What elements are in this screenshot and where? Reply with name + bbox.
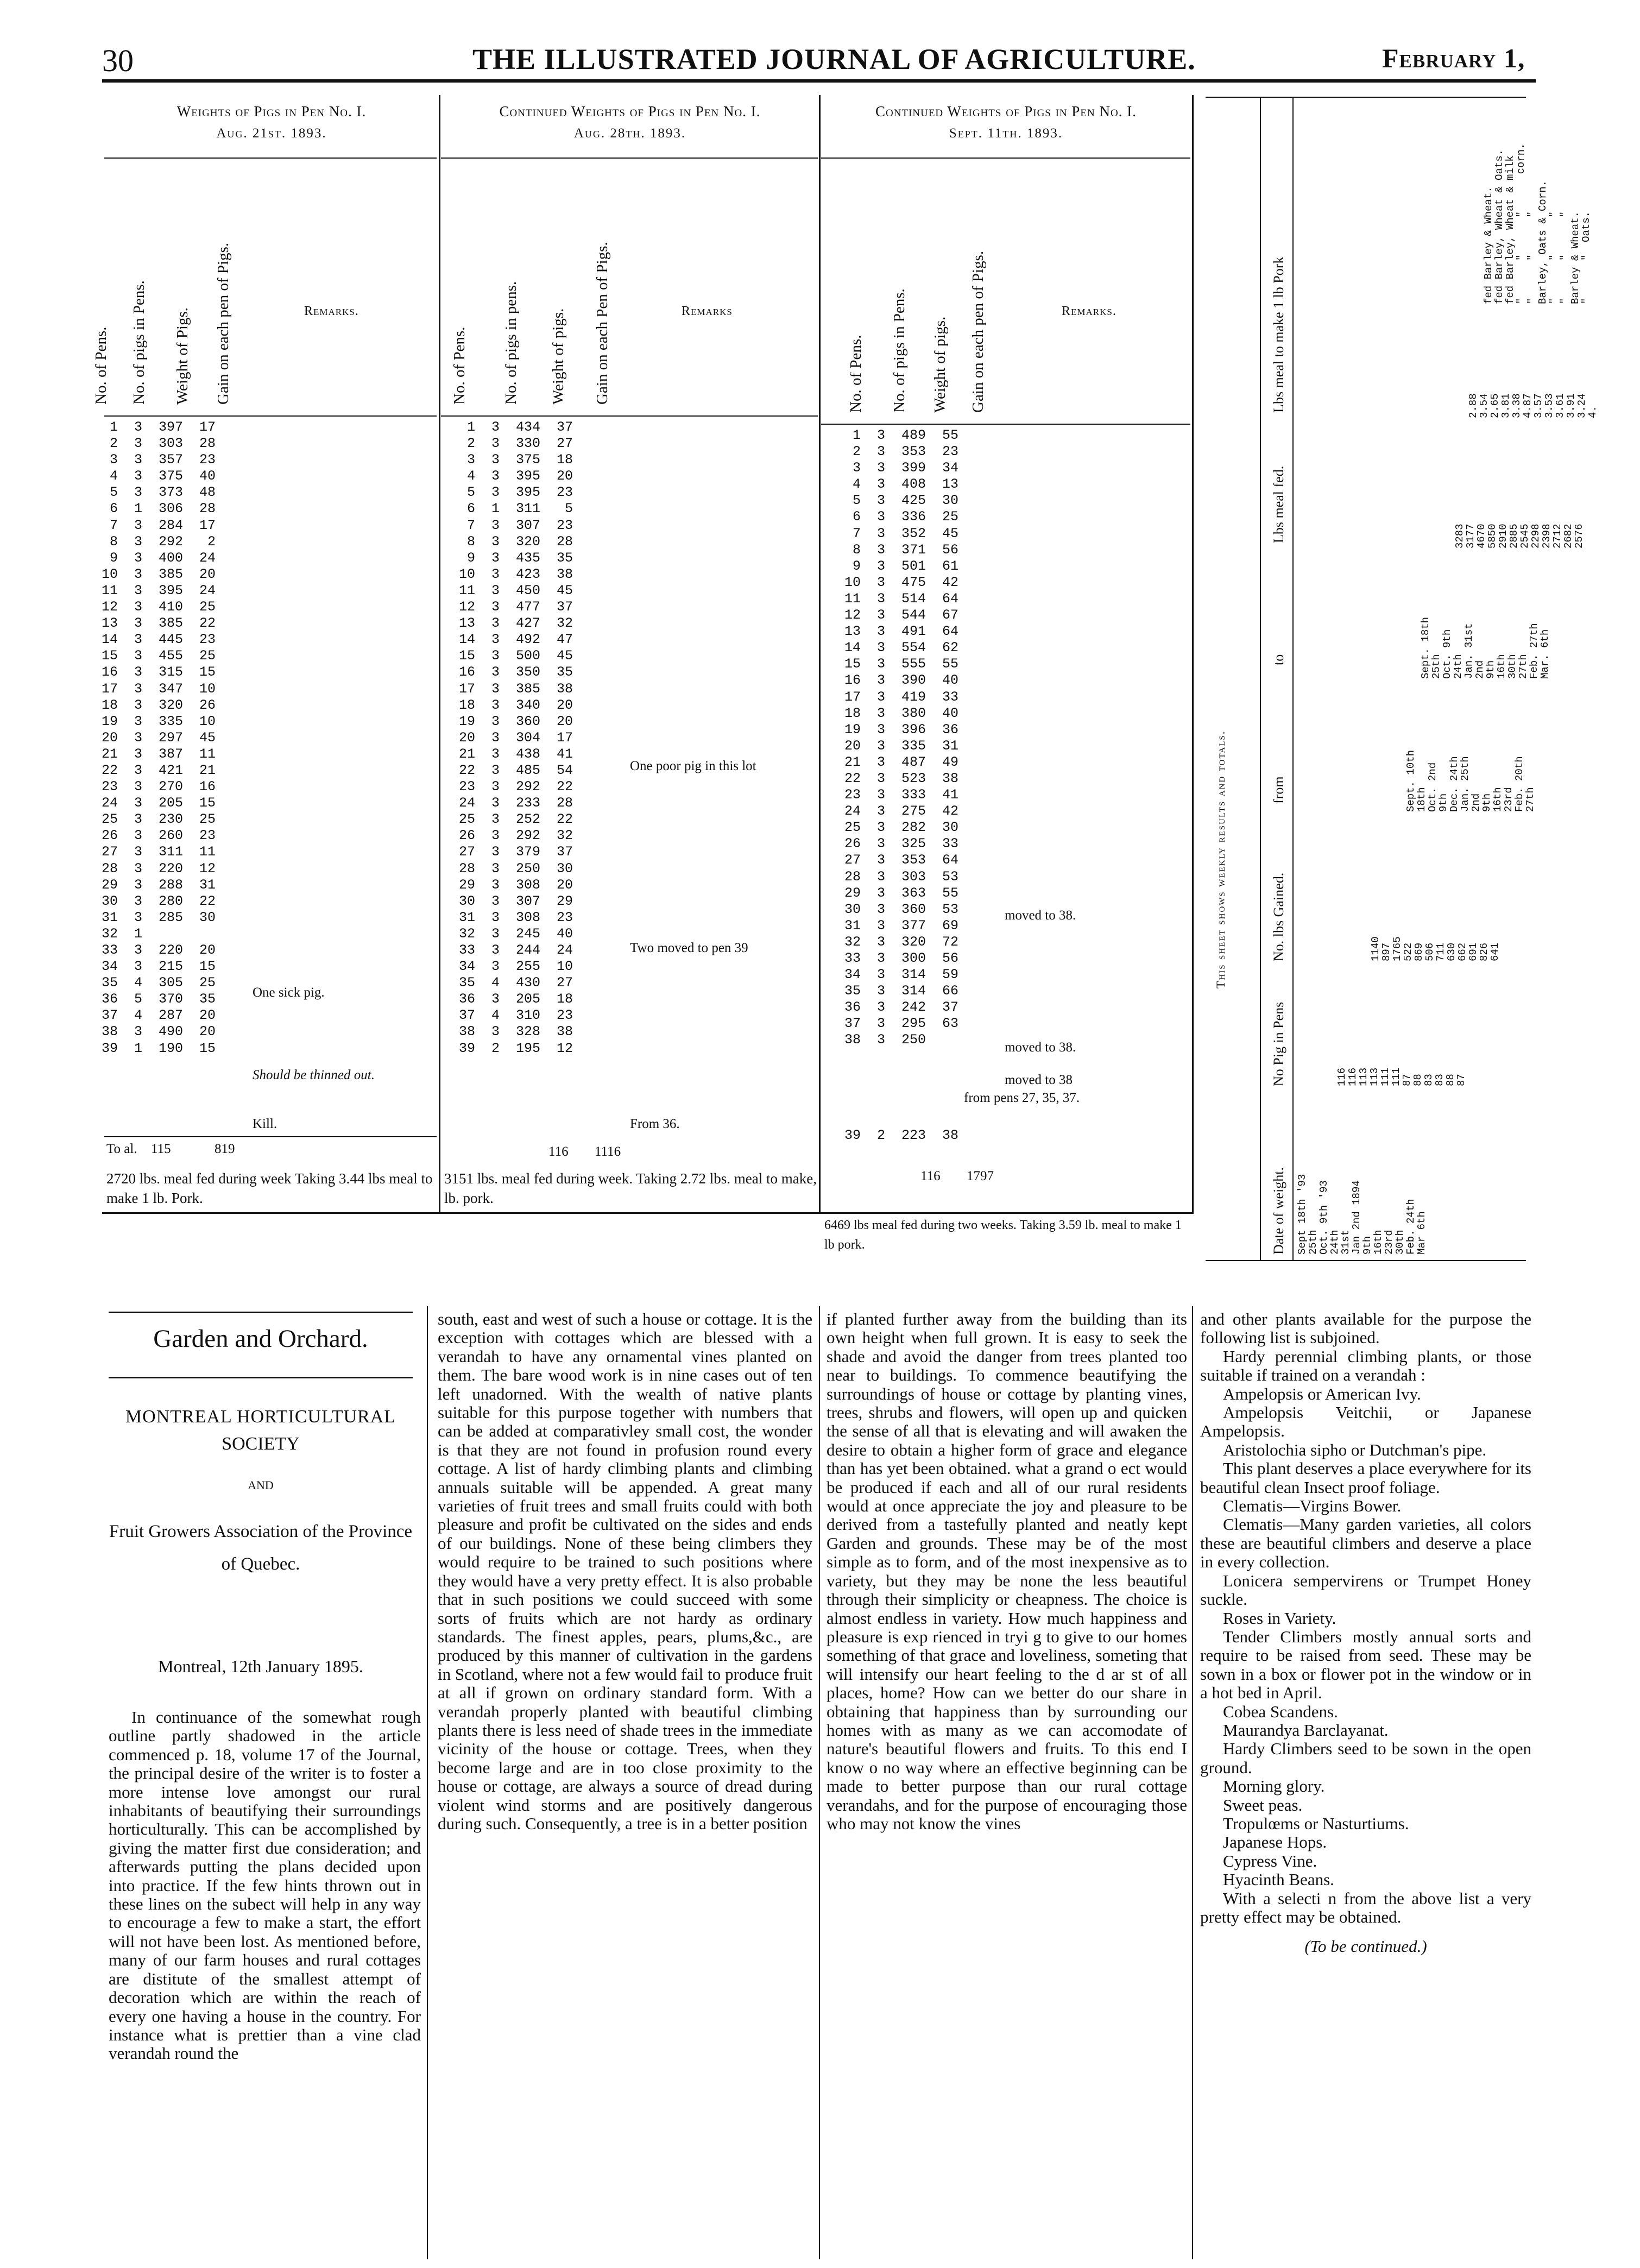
summary-cell: 2.88 xyxy=(1467,393,1479,418)
paragraph: and other plants available for the purpose the following list is subjoined. xyxy=(1200,1309,1531,1347)
summary-cell: 2298 xyxy=(1530,524,1542,549)
summary-cell: 83 xyxy=(1434,1074,1446,1086)
table-date: Aug. 21st. 1893. xyxy=(216,126,327,141)
summary-cell: 30th xyxy=(1506,654,1518,679)
plant-list-item: Clematis—Many garden varieties, all colors these are beautiful climbers and deserve a place in every collection. xyxy=(1200,1515,1531,1572)
summary-cell: 1765 xyxy=(1391,936,1403,961)
summary-cell: 3283 xyxy=(1454,524,1466,549)
summary-cell: 630 xyxy=(1446,942,1458,961)
summary-cell: Sept 18th '93 xyxy=(1296,1174,1308,1255)
table-footnote: 2720 lbs. meal fed during week Taking 3.44 lbs meal to make 1 lb. Pork. xyxy=(106,1170,433,1206)
summary-title: This sheet shows weekly results and totals. xyxy=(1214,730,1227,988)
summary-cell: 30th xyxy=(1394,1230,1406,1255)
summary-cell: 9th xyxy=(1481,793,1493,812)
summary-cell: 83 xyxy=(1423,1074,1435,1086)
to-be-continued: (To be continued.) xyxy=(1304,1937,1427,1956)
remark: One sick pig. xyxy=(253,985,325,1000)
plant-list-item: Morning glory. xyxy=(1223,1776,1325,1796)
table-header-rule xyxy=(821,424,1190,425)
plant-list-item: Cobea Scandens. xyxy=(1223,1702,1338,1721)
summary-cell: " " " xyxy=(1526,211,1538,304)
plant-list-item: With a selecti n from the above list a very pretty effect may be obtained. xyxy=(1200,1888,1531,1926)
summary-cell: Dec. 24th xyxy=(1448,756,1460,812)
summary-col-header: to xyxy=(1271,654,1286,665)
summary-cell: 88 xyxy=(1445,1074,1456,1086)
paragraph: south, east and west of such a house or cottage. It is the exception with cottages which are blessed with a verandah to have any ornamental vines planted on them. The bare wood work is in nine cases out of ten left unadorned. With the wealth of native plants suitable for this purpose together with numbers that can be added at comparativley small cost, the wonder is that they are not found in profusion round every cottage. A list of hardy climbing plants and climbing annuals suitable will be appended. A great many varieties of fruit trees and small fruits could with both pleasure and profit be cultivated on the sides and ends of our buildings. None of these being climbers they would require to be trained to such positions where they would have a very pretty effect. It is also probable that in such positions we could succeed with some sorts of fruits which are not hardy as ordinary standards. The finest apples, pears, plums,&c., are produced by this manner of cultivation in the gardens in Scotland, where not a few would fail to produce fruit at all if grown on ordinary standard form. With a verandah properly planted with beautiful climbing plants there is less need of shade trees in the immediate vicinity of the house or cottage. Trees, when they become large and are in too close proximity to the house or cottage, are always a source of dread during violent wind storms and are positively dangerous during such. Consequently, a tree is in a better position xyxy=(438,1309,812,1833)
column-header: Weight of Pigs. xyxy=(174,307,191,405)
column-header: Remarks. xyxy=(1062,304,1117,318)
summary-cell: 24th xyxy=(1452,654,1464,679)
summary-cell: 1140 xyxy=(1370,936,1382,961)
article-column-1 xyxy=(109,1708,421,2063)
column-header: No. of Pens. xyxy=(92,326,110,405)
summary-cell: 25th xyxy=(1307,1230,1319,1255)
table-last-row: 39 2 223 38 xyxy=(836,1127,959,1143)
paragraph: if planted further away from the building than its own height when full grown. It is easy to seek the shade and avoid the danger from trees planted too near to buildings. To commence beautifying the surroundings of house or cottage by planting vines, trees, shrubs and flowers, will open up and quicken the sense of all that is elevating and will awaken the desire to obtain a higher form of grace and elegance than has yet been obtained. what a grand o ect would be produced if each and all of our rural residents would at once appreciate the joy and pleasure to be derived from a tastefully planted and neatly kept Garden and grounds. These may be of the most simple as to form, and of the most inexpensive as to variety, but they may be none the less beautiful through their simplicity or cheapness. The choice is almost endless in variety. How much happiness and pleasure is exp rienced in tryi g to give to our homes something of that grace and loveliness, someting that will intensify our heart feeling to the d ar st of all places, home? How can we better do our share in obtaining that happiness than by surrounding our homes with as many as we can accomodate of nature's beautiful flowers and fruits. To this end I know o no way where an effective beginning can be made to better purpose than our rural cottage verandahs, and for the purpose of encouraging those who may not know the vines xyxy=(827,1309,1187,1833)
summary-cell: 111 xyxy=(1390,1067,1402,1086)
summary-cell: 25th xyxy=(1430,654,1442,679)
summary-frame xyxy=(1206,1260,1526,1261)
table-divider-1 xyxy=(439,95,440,1214)
summary-cell: 16th xyxy=(1492,787,1504,812)
masthead-rule xyxy=(102,79,1536,83)
summary-cell: 3.61 xyxy=(1554,393,1566,418)
totals-rule xyxy=(104,1136,437,1137)
summary-cell: 2682 xyxy=(1562,524,1574,549)
summary-cell: 88 xyxy=(1412,1074,1424,1086)
plant-list-item: Maurandya Barclayanat. xyxy=(1223,1720,1389,1740)
summary-cell: 116 xyxy=(1347,1067,1359,1086)
summary-cell: Oct. 2nd xyxy=(1427,762,1439,812)
summary-cell: 27th xyxy=(1524,787,1536,812)
column-header: Remarks xyxy=(682,304,733,318)
table-title: Continued Weights of Pigs in Pen No. I. xyxy=(499,103,761,119)
remark: moved to 38. xyxy=(1005,1040,1076,1055)
summary-cell: 5850 xyxy=(1486,524,1498,549)
remark: From 36. xyxy=(630,1117,680,1131)
plant-list-item: Tender Climbers mostly annual sorts and require to be raised from seed. These may be sown in a box or flower pot in the window or in a hot bed in April. xyxy=(1200,1627,1531,1703)
dateline: Montreal, 12th January 1895. xyxy=(158,1656,363,1676)
table-footnote: 6469 lbs meal fed during two weeks. Taking 3.59 lb. meal to make 1 lb pork. xyxy=(824,1218,1182,1252)
summary-cell: 113 xyxy=(1358,1067,1370,1086)
total-pigs: 116 xyxy=(920,1169,941,1183)
total-pigs: 115 xyxy=(151,1142,171,1156)
issue-date: February 1, xyxy=(1382,43,1525,73)
table-rows: 1 3 434 37 2 3 330 27 3 3 375 18 4 3 395 20 5 3 395 23 6 1 311 5 7 3 307 23 8 3 320 28 9 3 435 35 10 3 423 38 11 3 450 45 12 3 477 37 13 3 427 32 14 3 492 47 15 3 500 45 16 3 350 35 17 3 385 38 18 3 340 20 19 3 360 20 20 3 304 17 21 3 438 41 22 3 485 54 23 3 292 22 24 3 233 28 25 3 252 22 26 3 292 32 27 3 379 37 28 3 250 30 29 3 308 20 30 3 307 29 31 3 308 23 32 3 245 40 33 3 244 24 34 3 255 10 35 4 430 27 36 3 205 18 37 4 310 23 38 3 328 38 39 2 195 12 xyxy=(459,419,573,1056)
summary-cell: 16th xyxy=(1372,1230,1384,1255)
table-footnote: 3151 lbs. meal fed during week. Taking 2.72 lbs. meal to make, lb. pork. xyxy=(444,1170,817,1206)
summary-cell: 3.91 xyxy=(1565,393,1577,418)
page-number: 30 xyxy=(102,43,134,78)
summary-cell: 9th xyxy=(1361,1236,1373,1255)
summary-cell: 641 xyxy=(1489,942,1501,961)
plant-list-item: This plant deserves a place everywhere for its beautiful clean Insect proof foliage. xyxy=(1200,1459,1531,1497)
plant-list-item: Lonicera sempervirens or Trumpet Honey suckle. xyxy=(1200,1571,1531,1609)
table-title: Weights of Pigs in Pen No. I. xyxy=(176,103,367,119)
table-divider-3 xyxy=(1192,95,1194,1214)
summary-cell: 23rd xyxy=(1383,1230,1395,1255)
table-header-rule xyxy=(441,158,818,159)
summary-cell: 24th xyxy=(1329,1230,1341,1255)
summary-cell: fed Barley, Wheat & milk xyxy=(1504,155,1516,304)
column-rule xyxy=(819,1306,820,2259)
summary-frame xyxy=(1206,97,1526,98)
summary-cell: 4670 xyxy=(1475,524,1487,549)
society-name: MONTREAL HORTICULTURAL xyxy=(125,1407,396,1427)
summary-cell: 16th xyxy=(1496,654,1507,679)
and-text: AND xyxy=(248,1478,274,1492)
summary-cell: Jan 2nd 1894 xyxy=(1351,1180,1363,1255)
table-date: Aug. 28th. 1893. xyxy=(573,126,686,141)
article-column-4 xyxy=(1200,1310,1531,1956)
summary-cell: Mar. 6th xyxy=(1539,629,1551,679)
column-header: Weight of pigs. xyxy=(931,316,949,413)
column-rule xyxy=(427,1306,428,2259)
column-header: No. of pigs in Pens. xyxy=(891,288,908,413)
plant-list-item: Sweet peas. xyxy=(1223,1795,1303,1815)
article-column-3 xyxy=(827,1310,1187,1833)
summary-cell: 3.38 xyxy=(1511,393,1523,418)
summary-col-header: Date of weight. xyxy=(1271,1167,1286,1255)
summary-cell: 691 xyxy=(1467,942,1479,961)
summary-col-header: Lbs meal fed. xyxy=(1271,465,1286,543)
plant-list-item: Aristolochia sipho or Dutchman's pipe. xyxy=(1223,1440,1487,1459)
summary-cell: 4. xyxy=(1587,406,1599,418)
summary-cell: Jan. 31st xyxy=(1463,623,1475,679)
plant-list xyxy=(1200,1385,1531,1927)
summary-cell: 2885 xyxy=(1508,524,1520,549)
section-title: Garden and Orchard. xyxy=(153,1325,368,1353)
plant-list-item: Tropulœms or Nasturtiums. xyxy=(1223,1813,1409,1833)
summary-cell: Oct. 9th '93 xyxy=(1318,1180,1330,1255)
summary-cell: 23rd xyxy=(1503,787,1515,812)
summary-cell: 9th xyxy=(1437,793,1449,812)
summary-cell: 2545 xyxy=(1519,524,1531,549)
summary-cell: 2398 xyxy=(1541,524,1553,549)
summary-cell: 18th xyxy=(1416,787,1428,812)
column-header: No. of pigs in Pens. xyxy=(130,280,148,405)
summary-cell: 2576 xyxy=(1573,524,1585,549)
summary-cell: " " Oats. xyxy=(1580,211,1592,304)
column-header: No. of Pens. xyxy=(847,335,865,413)
table-title: Continued Weights of Pigs in Pen No. I. xyxy=(875,103,1137,119)
summary-col-header: No Pig in Pens xyxy=(1271,1001,1286,1086)
total-label: To al. xyxy=(106,1142,137,1156)
table-divider-2 xyxy=(819,95,821,1214)
summary-cell: Feb. 24th xyxy=(1405,1199,1417,1255)
journal-title: THE ILLUSTRATED JOURNAL OF AGRICULTURE. xyxy=(472,43,1196,75)
table-header-rule xyxy=(821,158,1190,159)
table-header-rule xyxy=(104,415,437,417)
summary-cell: 87 xyxy=(1401,1074,1413,1086)
summary-cell: 522 xyxy=(1402,942,1414,961)
summary-cell: 897 xyxy=(1380,942,1392,961)
plant-list-item: Japanese Hops. xyxy=(1223,1832,1327,1852)
remark: moved to 38 xyxy=(1005,1073,1073,1087)
summary-cell: 3.81 xyxy=(1500,393,1512,418)
paragraph: Hardy perennial climbing plants, or those suitable if trained on a verandah : xyxy=(1200,1346,1531,1385)
summary-cell: 2910 xyxy=(1497,524,1509,549)
tables-bottom-rule xyxy=(102,1212,1194,1214)
column-header: Weight of pigs. xyxy=(550,308,567,405)
column-header: Gain on each Pen of Pigs. xyxy=(594,242,611,405)
summary-cell: 2nd xyxy=(1474,660,1486,679)
summary-col-header: Lbs meal to make 1 lb Pork xyxy=(1271,256,1286,413)
section-title-rule xyxy=(109,1377,413,1378)
summary-cell: Sept. 10th xyxy=(1405,749,1417,812)
summary-cell: fed Barley & Wheat. xyxy=(1483,186,1494,304)
summary-cell: Feb. 20th xyxy=(1513,756,1525,812)
column-header: Gain on each pen of Pigs. xyxy=(969,251,987,413)
remark: One poor pig in this lot xyxy=(630,759,756,773)
society-name: SOCIETY xyxy=(222,1434,300,1454)
summary-cell: 111 xyxy=(1379,1067,1391,1086)
total-gain: 1797 xyxy=(967,1169,994,1183)
article-column-2 xyxy=(438,1310,812,1833)
summary-cell: 3.57 xyxy=(1532,393,1544,418)
summary-cell: 113 xyxy=(1368,1067,1380,1086)
summary-cell: 826 xyxy=(1478,942,1490,961)
remark: from pens 27, 35, 37. xyxy=(964,1091,1080,1105)
summary-cell: " " " xyxy=(1548,211,1560,304)
summary-frame xyxy=(1292,97,1294,1261)
column-header: Remarks. xyxy=(304,304,359,318)
summary-cell: " " " corn. xyxy=(1515,143,1527,304)
summary-cell: 116 xyxy=(1336,1067,1348,1086)
summary-cell: 3177 xyxy=(1465,524,1477,549)
total-pigs: 116 xyxy=(548,1144,569,1159)
summary-cell: fed Barley, Wheat & Oats. xyxy=(1493,149,1505,304)
summary-cell: Barley & Wheat. xyxy=(1569,211,1581,304)
plant-list-item: Hardy Climbers seed to be sown in the open ground. xyxy=(1200,1739,1531,1777)
total-gain: 819 xyxy=(215,1142,235,1156)
summary-cell: Sept. 18th xyxy=(1420,616,1431,679)
plant-list-item: Roses in Variety. xyxy=(1223,1608,1336,1628)
section-rule xyxy=(109,1312,413,1313)
remark: Should be thinned out. xyxy=(253,1068,375,1082)
remark: Kill. xyxy=(253,1117,277,1131)
summary-cell: 662 xyxy=(1456,942,1468,961)
paragraph: In continuance of the somewhat rough outline partly shadowed in the article commenced p. 18, volume 17 of the Journal, the principal desire of the writer is to foster a more intense love amongst our rural inhabitants of beautifying their surroundings horticulturally. This can be accomplished by giving the matter first due consideration; and afterwards putting the plans decided upon into practice. If the few hints thrown out in these lines on the subect will help in any way to encourage a few to make a start, the effort will not have been lost. As mentioned before, many of our farm houses and rural cottages are distitute of the smallest attempt of decoration which are within the reach of every one having a house in the country. For instance what is prettier than a vine clad verandah round the xyxy=(109,1708,421,2063)
summary-cell: 87 xyxy=(1455,1074,1467,1086)
summary-cell: 27th xyxy=(1517,654,1529,679)
table-date: Sept. 11th. 1893. xyxy=(949,126,1063,141)
summary-cell: 869 xyxy=(1413,942,1425,961)
remark: moved to 38. xyxy=(1005,908,1076,923)
plant-list-item: Hyacinth Beans. xyxy=(1223,1870,1334,1889)
summary-cell: 506 xyxy=(1424,942,1436,961)
remark: Two moved to pen 39 xyxy=(630,941,748,955)
summary-cell: Mar 6th xyxy=(1416,1211,1428,1255)
column-header: Gain on each pen of Pigs. xyxy=(215,243,232,405)
summary-cell: 9th xyxy=(1485,660,1497,679)
plant-list-item: Ampelopsis or American Ivy. xyxy=(1223,1384,1421,1403)
summary-frame xyxy=(1260,97,1261,1261)
summary-cell: 3.54 xyxy=(1478,393,1490,418)
summary-cell: Jan. 25th xyxy=(1459,756,1471,812)
summary-cell: 2712 xyxy=(1551,524,1563,549)
summary-cell: 3.24 xyxy=(1576,393,1588,418)
column-header: No. of pigs in pens. xyxy=(502,281,520,405)
summary-cell: 4.87 xyxy=(1522,393,1534,418)
table-rows: 1 3 489 55 2 3 353 23 3 3 399 34 4 3 408 13 5 3 425 30 6 3 336 25 7 3 352 45 8 3 371 56 9 3 501 61 10 3 475 42 11 3 514 64 12 3 544 67 13 3 491 64 14 3 554 62 15 3 555 55 16 3 390 40 17 3 419 33 18 3 380 40 19 3 396 36 20 3 335 31 21 3 487 49 22 3 523 38 23 3 333 41 24 3 275 42 25 3 282 30 26 3 325 33 27 3 353 64 28 3 303 53 29 3 363 55 30 3 360 53 31 3 377 69 32 3 320 72 33 3 300 56 34 3 314 59 35 3 314 66 36 3 242 37 37 3 295 63 38 3 250 xyxy=(844,427,959,1048)
summary-cell: 711 xyxy=(1435,942,1447,961)
summary-col-header: No. lbs Gained. xyxy=(1271,872,1286,961)
table-header-rule xyxy=(441,415,818,417)
column-rule xyxy=(1192,1306,1193,2259)
summary-cell: Oct. 9th xyxy=(1441,629,1453,679)
summary-cell: Barley, Oats & Corn. xyxy=(1537,180,1549,304)
summary-cell: 31st xyxy=(1340,1230,1352,1255)
table-header-rule xyxy=(104,158,437,159)
column-header: No. of Pens. xyxy=(451,326,468,405)
plant-list-item: Clematis—Virgins Bower. xyxy=(1223,1496,1402,1516)
total-gain: 1116 xyxy=(595,1144,621,1159)
plant-list-item: Ampelopsis Veitchii, or Japanese Ampelopsis. xyxy=(1200,1403,1531,1441)
summary-col-header: from xyxy=(1271,776,1286,804)
summary-cell: 2nd xyxy=(1470,793,1482,812)
plant-list-item: Cypress Vine. xyxy=(1223,1851,1317,1870)
summary-cell: 3.53 xyxy=(1543,393,1555,418)
summary-cell: 2.65 xyxy=(1489,393,1501,418)
summary-cell: " " " xyxy=(1559,211,1570,304)
association-name: Fruit Growers Association of the Province of Quebec. xyxy=(109,1522,413,1574)
summary-cell: Feb. 27th xyxy=(1528,623,1540,679)
table-rows: 1 3 397 17 2 3 303 28 3 3 357 23 4 3 375 40 5 3 373 48 6 1 306 28 7 3 284 17 8 3 292 2 9 3 400 24 10 3 385 20 11 3 395 24 12 3 410 25 13 3 385 22 14 3 445 23 15 3 455 25 16 3 315 15 17 3 347 10 18 3 320 26 19 3 335 10 20 3 297 45 21 3 387 11 22 3 421 21 23 3 270 16 24 3 205 15 25 3 230 25 26 3 260 23 27 3 311 11 28 3 220 12 29 3 288 31 30 3 280 22 31 3 285 30 32 1 33 3 220 20 34 3 215 15 35 4 305 25 36 5 370 35 37 4 287 20 38 3 490 20 39 1 190 15 xyxy=(102,419,216,1056)
